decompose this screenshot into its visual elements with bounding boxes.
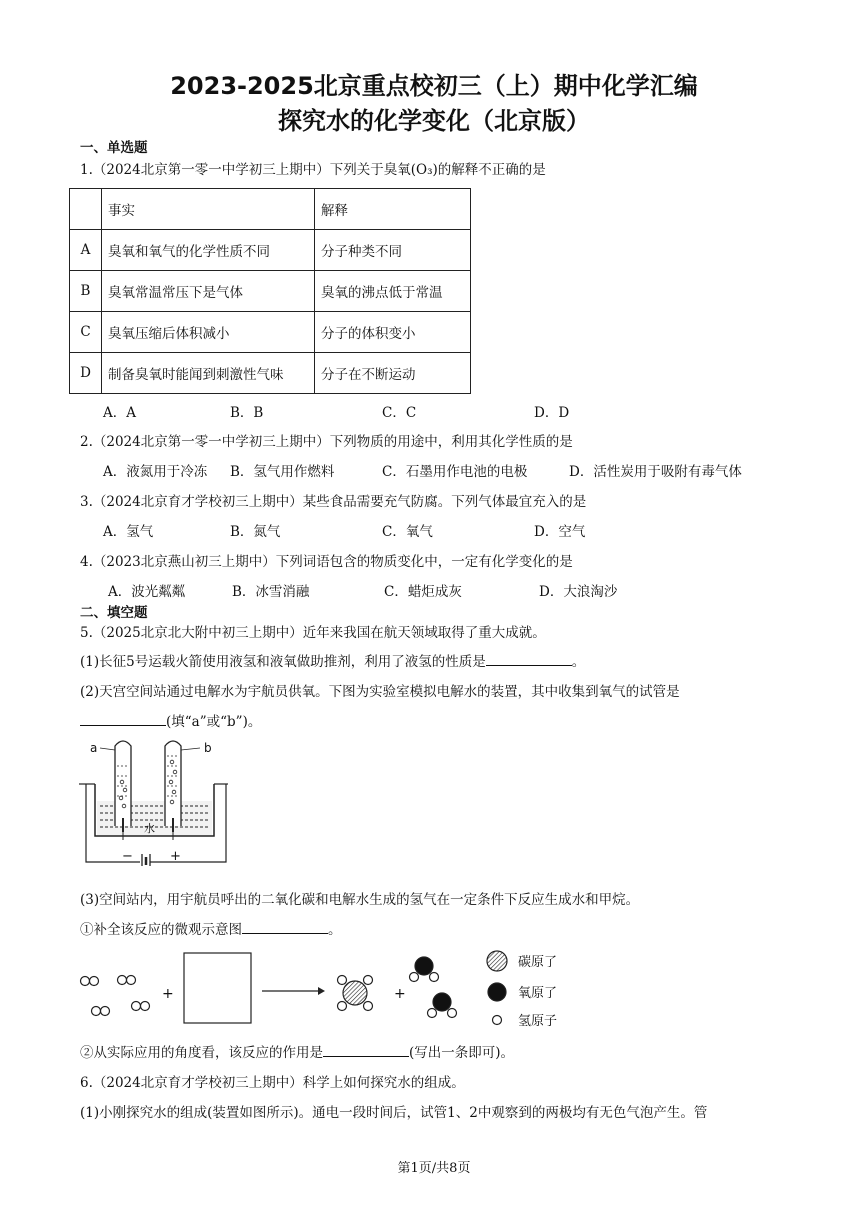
answer-blank[interactable] [486,653,572,666]
table-cell: C [70,312,102,353]
q5-part1 [80,650,585,670]
arrow-icon [318,987,325,995]
q4-option-b[interactable]: B．冰雪消融 [232,584,310,600]
table-row [70,230,471,271]
q1-stem-tail: 的解释不正确的是 [437,162,546,178]
q3-option-a[interactable]: A．氢气 [103,524,154,540]
q5-sub2 [80,1041,514,1061]
page-footer: 第1页/共8页 [397,1161,471,1176]
oxygen-atom-icon [488,983,506,1001]
hydrogen-molecules-icon [81,976,150,1016]
q1-option-c[interactable]: C．C [382,405,417,421]
q1-option-d[interactable]: D．D [534,405,570,421]
hydrogen-atom-icon [493,1016,502,1025]
table-cell: 臭氧压缩后体积减小 [102,312,315,353]
table-row [70,353,471,394]
q5-part1-text: (1)长征5号运载火箭使用液氢和液氧做助推剂，利用了液氢的性质是 [80,654,486,670]
q5-sub1 [80,918,342,938]
table-cell: 分子的体积变小 [315,312,471,353]
legend-hydrogen: 氢原子 [518,1014,558,1029]
q2-option-c[interactable]: C．石墨用作电池的电极 [382,464,528,480]
q1-stem-text: 1.（2024北京第一零一中学初三上期中）下列关于臭氧 [80,162,411,178]
section-heading-single-choice: 一、单选题 [80,140,148,156]
q3-stem: 3.（2024北京育才学校初三上期中）某些食品需要充气防腐。下列气体最宜充入的是 [80,494,587,510]
q1-stem [80,158,546,178]
q6-stem: 6.（2024北京育才学校初三上期中）科学上如何探究水的组成。 [80,1075,465,1091]
tube-label-a: a [90,741,98,755]
table-cell: A [70,230,102,271]
plus-terminal: + [170,849,181,864]
table-header-row [70,189,471,230]
page-title: 2023-2025北京重点校初三（上）期中化学汇编 [170,72,698,100]
tube-label-b: b [204,741,212,755]
q4-option-d[interactable]: D．大浪淘沙 [539,584,618,600]
legend-oxygen: 氧原了 [518,986,558,1001]
q2-stem: 2.（2024北京第一零一中学初三上期中）下列物质的用途中，利用其化学性质的是 [80,434,573,450]
table-cell: 制备臭氧时能闻到刺激性气味 [102,353,315,394]
table-row [70,271,471,312]
minus-terminal: − [122,849,133,864]
q3-option-b[interactable]: B．氮气 [230,524,281,540]
table-cell: 臭氧和氧气的化学性质不同 [102,230,315,271]
table-cell: B [70,271,102,312]
q5-part2-tail: (填“a”或“b”)。 [166,714,262,730]
q4-option-a[interactable]: A．波光粼粼 [108,584,186,600]
answer-box [184,953,251,1023]
table-cell: 臭氧的沸点低于常温 [315,271,471,312]
section-heading-fill-blank: 二、填空题 [80,605,148,621]
q4-stem: 4.（2023北京燕山初三上期中）下列词语包含的物质变化中，一定有化学变化的是 [80,554,573,570]
water-label: 水 [144,822,155,835]
table-cell [70,189,102,230]
q2-option-a[interactable]: A．液氮用于冷冻 [103,464,208,480]
plus-sign: + [162,986,174,1002]
ozone-formula: (O₃) [410,162,438,178]
answer-blank[interactable] [242,921,328,934]
q5-sub1-tail: 。 [328,922,342,938]
answer-blank[interactable] [323,1044,409,1057]
answer-blank[interactable] [80,713,166,726]
electrolysis-apparatus-diagram [78,736,234,866]
legend-carbon: 碳原了 [518,955,558,970]
table-header-explanation: 解释 [315,189,471,230]
q2-option-d[interactable]: D．活性炭用于吸附有毒气体 [569,464,742,480]
q5-part2-line2 [80,710,261,730]
q2-option-b[interactable]: B．氢气用作燃料 [230,464,335,480]
q5-sub2-tail: (写出一条即可)。 [409,1045,515,1061]
q1-table [69,188,471,394]
q5-part2: (2)天宫空间站通过电解水为宇航员供氧。下图为实验室模拟电解水的装置，其中收集到氧气的试管是 [80,684,680,700]
table-cell: 分子种类不同 [315,230,471,271]
table-cell: 分子在不断运动 [315,353,471,394]
plus-sign: + [394,986,406,1002]
water-molecule-icon [428,993,457,1018]
q3-option-c[interactable]: C．氧气 [382,524,433,540]
q6-part1: (1)小刚探究水的组成(装置如图所示)。通电一段时间后，试管1、2中观察到的两极均有无色气泡产生。管 [80,1105,708,1121]
methane-molecule-icon [338,976,373,1011]
table-row [70,312,471,353]
q5-sub1-text: ①补全该反应的微观示意图 [80,922,242,938]
q4-option-c[interactable]: C．蜡炬成灰 [384,584,462,600]
page-subtitle: 探究水的化学变化（北京版） [278,107,590,135]
q5-sub2-text: ②从实际应用的角度看，该反应的作用是 [80,1045,323,1061]
carbon-atom-icon [487,951,507,971]
q1-option-a[interactable]: A．A [103,405,136,421]
q5-stem: 5.（2025北京北大附中初三上期中）近年来我国在航天领域取得了重大成就。 [80,625,546,641]
q1-option-b[interactable]: B．B [230,405,264,421]
reaction-micro-diagram [78,948,578,1030]
table-cell: 臭氧常温常压下是气体 [102,271,315,312]
water-molecule-icon [410,957,439,982]
q5-part1-tail: 。 [571,654,586,670]
table-cell: D [70,353,102,394]
q5-part3: (3)空间站内，用宇航员呼出的二氧化碳和电解水生成的氢气在一定条件下反应生成水和甲烷。 [80,892,640,908]
q3-option-d[interactable]: D．空气 [534,524,586,540]
table-header-fact: 事实 [102,189,315,230]
